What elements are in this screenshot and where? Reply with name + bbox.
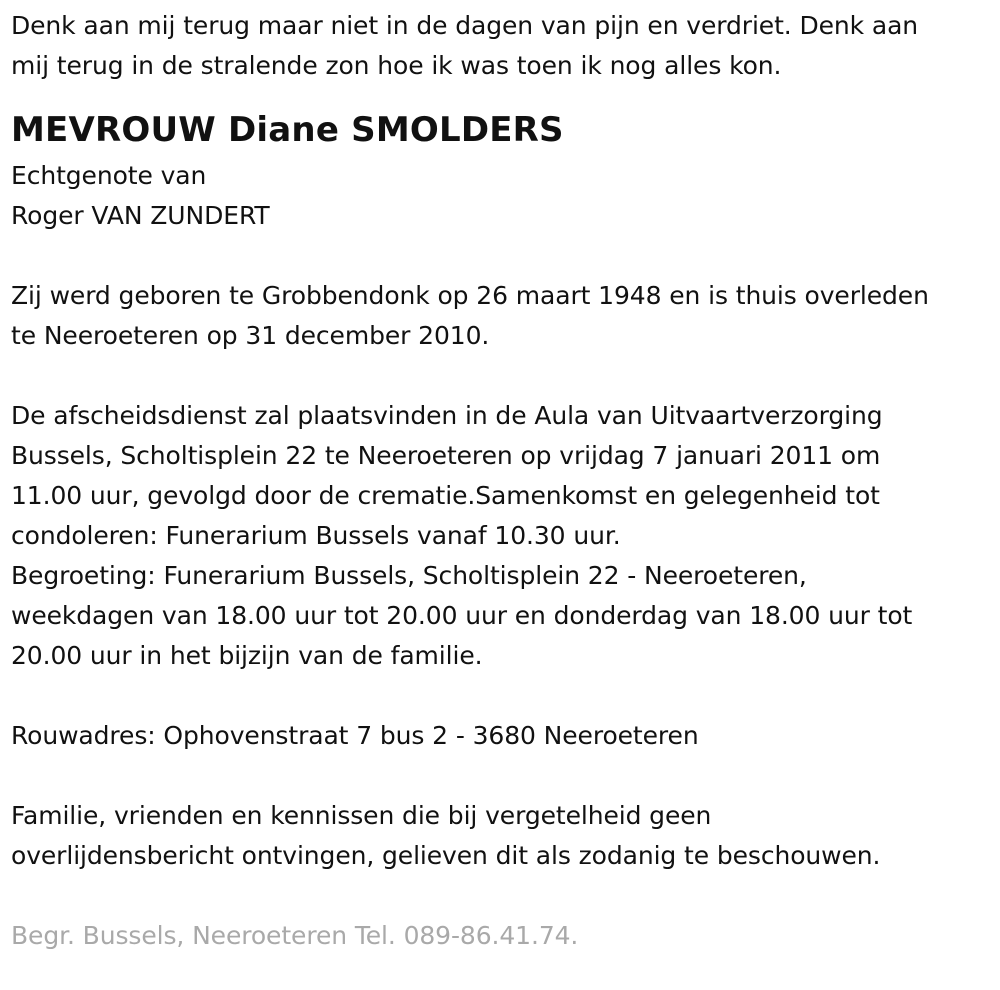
notice-line-2: overlijdensbericht ontvingen, gelieven dit als zodanig te beschouwen.	[11, 841, 881, 870]
spacer	[11, 756, 996, 796]
service-line-7: 20.00 uur in het bijzijn van de familie.	[11, 641, 483, 670]
mourning-address: Rouwadres: Ophovenstraat 7 bus 2 - 3680 Neeroeteren	[11, 721, 699, 750]
service-line-1: De afscheidsdienst zal plaatsvinden in de Aula van Uitvaartverzorging	[11, 401, 883, 430]
service-line-3: 11.00 uur, gevolgd door de crematie.Samenkomst en gelegenheid tot	[11, 481, 880, 510]
obituary-document	[11, 6, 996, 956]
service-line-5: Begroeting: Funerarium Bussels, Scholtisplein 22 - Neeroeteren,	[11, 561, 807, 590]
birth-death-section	[11, 276, 996, 356]
service-line-4: condoleren: Funerarium Bussels vanaf 10.30 uur.	[11, 521, 621, 550]
quote-line-2: mij terug in de stralende zon hoe ik was toen ik nog alles kon.	[11, 51, 782, 80]
notice-line-1: Familie, vrienden en kennissen die bij vergetelheid geen	[11, 801, 712, 830]
notice-section	[11, 796, 996, 876]
spouse-name: Roger VAN ZUNDERT	[11, 201, 270, 230]
service-line-6: weekdagen van 18.00 uur tot 20.00 uur en donderdag van 18.00 uur tot	[11, 601, 913, 630]
spacer	[11, 676, 996, 716]
birth-death-line-2: te Neeroeteren op 31 december 2010.	[11, 321, 490, 350]
birth-death-line-1: Zij werd geboren te Grobbendonk op 26 maart 1948 en is thuis overleden	[11, 281, 929, 310]
spacer	[11, 356, 996, 396]
spouse-label: Echtgenote van	[11, 161, 207, 190]
funeral-home-footer: Begr. Bussels, Neeroeteren Tel. 089-86.41.74.	[11, 921, 579, 950]
spacer	[11, 876, 996, 916]
quote-line-1: Denk aan mij terug maar niet in de dagen van pijn en verdriet. Denk aan	[11, 11, 919, 40]
service-section	[11, 396, 996, 676]
deceased-name: MEVROUW Diane SMOLDERS	[11, 110, 564, 150]
service-line-2: Bussels, Scholtisplein 22 te Neeroeteren op vrijdag 7 januari 2011 om	[11, 441, 881, 470]
spouse-section	[11, 156, 996, 236]
spacer	[11, 236, 996, 276]
memorial-quote	[11, 6, 996, 86]
